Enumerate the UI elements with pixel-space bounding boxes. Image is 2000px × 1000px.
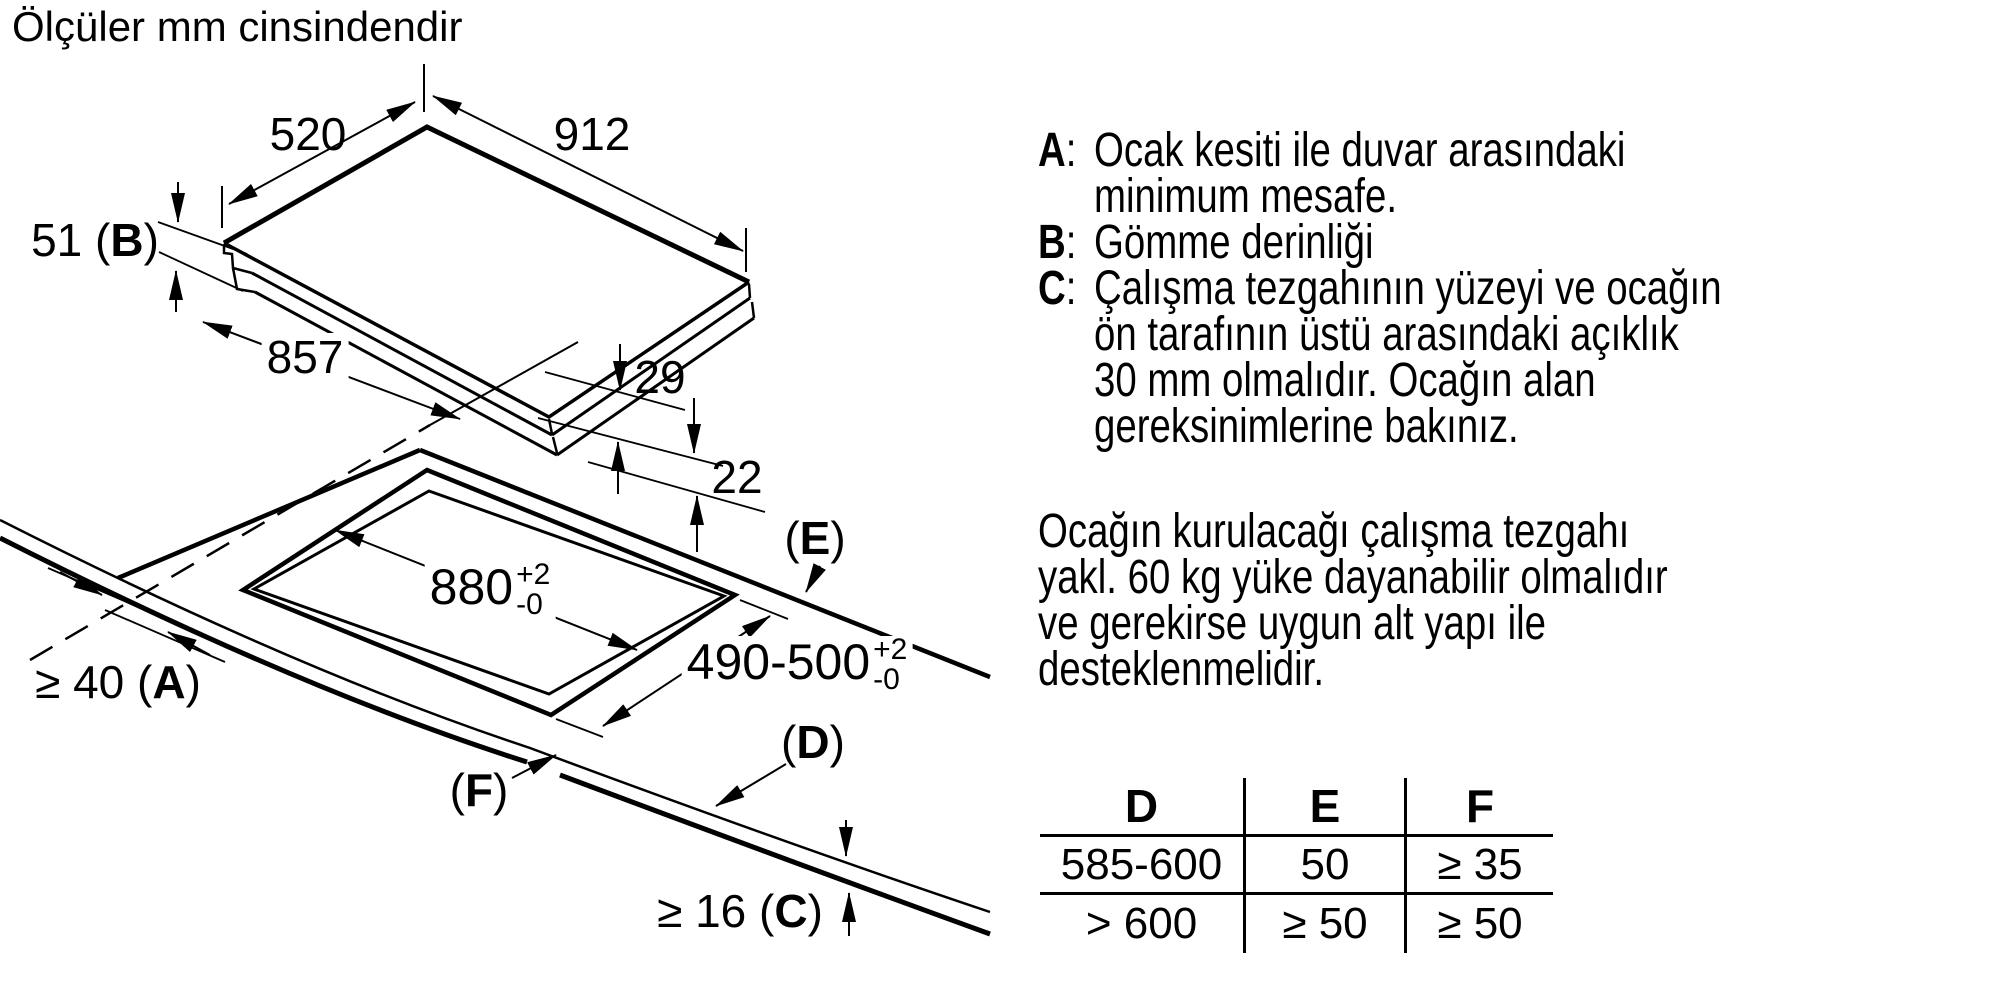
ext-line-29-22 [538,418,723,466]
worktop-rear-edge [118,450,420,578]
legend-block [1038,124,1722,453]
cooktop-right-corner-verticals [749,284,754,318]
legend-key-b: B: [1038,216,1077,269]
table-header-f: F [1407,778,1553,837]
table-cell-d1: 585-600 [1040,837,1243,895]
legend-c-line: 30 mm olmalıdır. Ocağın alan [1094,354,1596,407]
legend-a-line: Ocak kesiti ile duvar arasındaki [1094,124,1626,177]
ext-line-b-bottom [159,252,243,291]
legend-c-line: ön tarafının üstü arasındaki açıklık [1094,308,1679,361]
arrow-ref-e [806,566,820,592]
dim-label-880: 880 +2 -0 [425,561,556,621]
legend-c-line: gereksinimlerine bakınız. [1094,400,1519,453]
ref-label-d: (D) [781,716,845,768]
arrow-ref-d [716,764,786,806]
legend-a-line: minimum mesafe. [1094,170,1397,223]
ref-label-e: (E) [784,512,846,564]
ext-line-490-bottom [556,719,603,737]
table-cell-e1: 50 [1243,837,1407,895]
legend-b-line: Gömme derinliği [1094,216,1374,269]
worktop-note [1038,505,1668,696]
wall-dashed-line [30,425,430,660]
table-cell-f2: ≥ 50 [1437,899,1523,948]
dim-label-wall-gap-a: ≥ 40 (A) [35,656,201,708]
dim-label-29: 29 [634,351,686,403]
dim-label-912: 912 [553,108,631,160]
dim-label-22: 22 [711,451,763,503]
legend-key-a: A: [1038,124,1077,177]
page-title: Ölçüler mm cinsindendir [12,3,463,50]
dim-label-490-500: 490-500 +2 -0 [682,636,913,696]
dim-label-51-b: 51 (B) [31,214,159,266]
def-spec-table [1040,778,1553,953]
dim-label-520: 520 [269,108,347,160]
note-line: Ocağın kurulacağı çalışma tezgahı [1038,505,1630,558]
legend-c-line: Çalışma tezgahının yüzeyi ve ocağın [1094,262,1722,315]
dim-label-thickness-c: ≥ 16 (C) [657,885,823,937]
table-cell-e2: ≥ 50 [1243,895,1407,953]
note-line: ve gerekirse uygun alt yapı ile [1038,597,1547,650]
table-cell-d2: > 600 [1085,899,1198,948]
table-header-e: E [1243,778,1407,837]
ref-label-f: (F) [449,764,509,816]
legend-item-a [1038,124,1722,223]
note-line: yakl. 60 kg yüke dayanabilir olmalıdır [1038,551,1668,604]
legend-item-b [1038,216,1722,269]
ext-line-490-top [740,600,788,619]
dim-label-857: 857 [262,333,349,381]
legend-item-c [1038,262,1722,453]
legend-key-c: C: [1038,262,1077,315]
table-cell-f1: ≥ 35 [1407,837,1553,895]
note-line: desteklenmelidir. [1038,643,1325,696]
table-header-d: D [1040,778,1243,837]
